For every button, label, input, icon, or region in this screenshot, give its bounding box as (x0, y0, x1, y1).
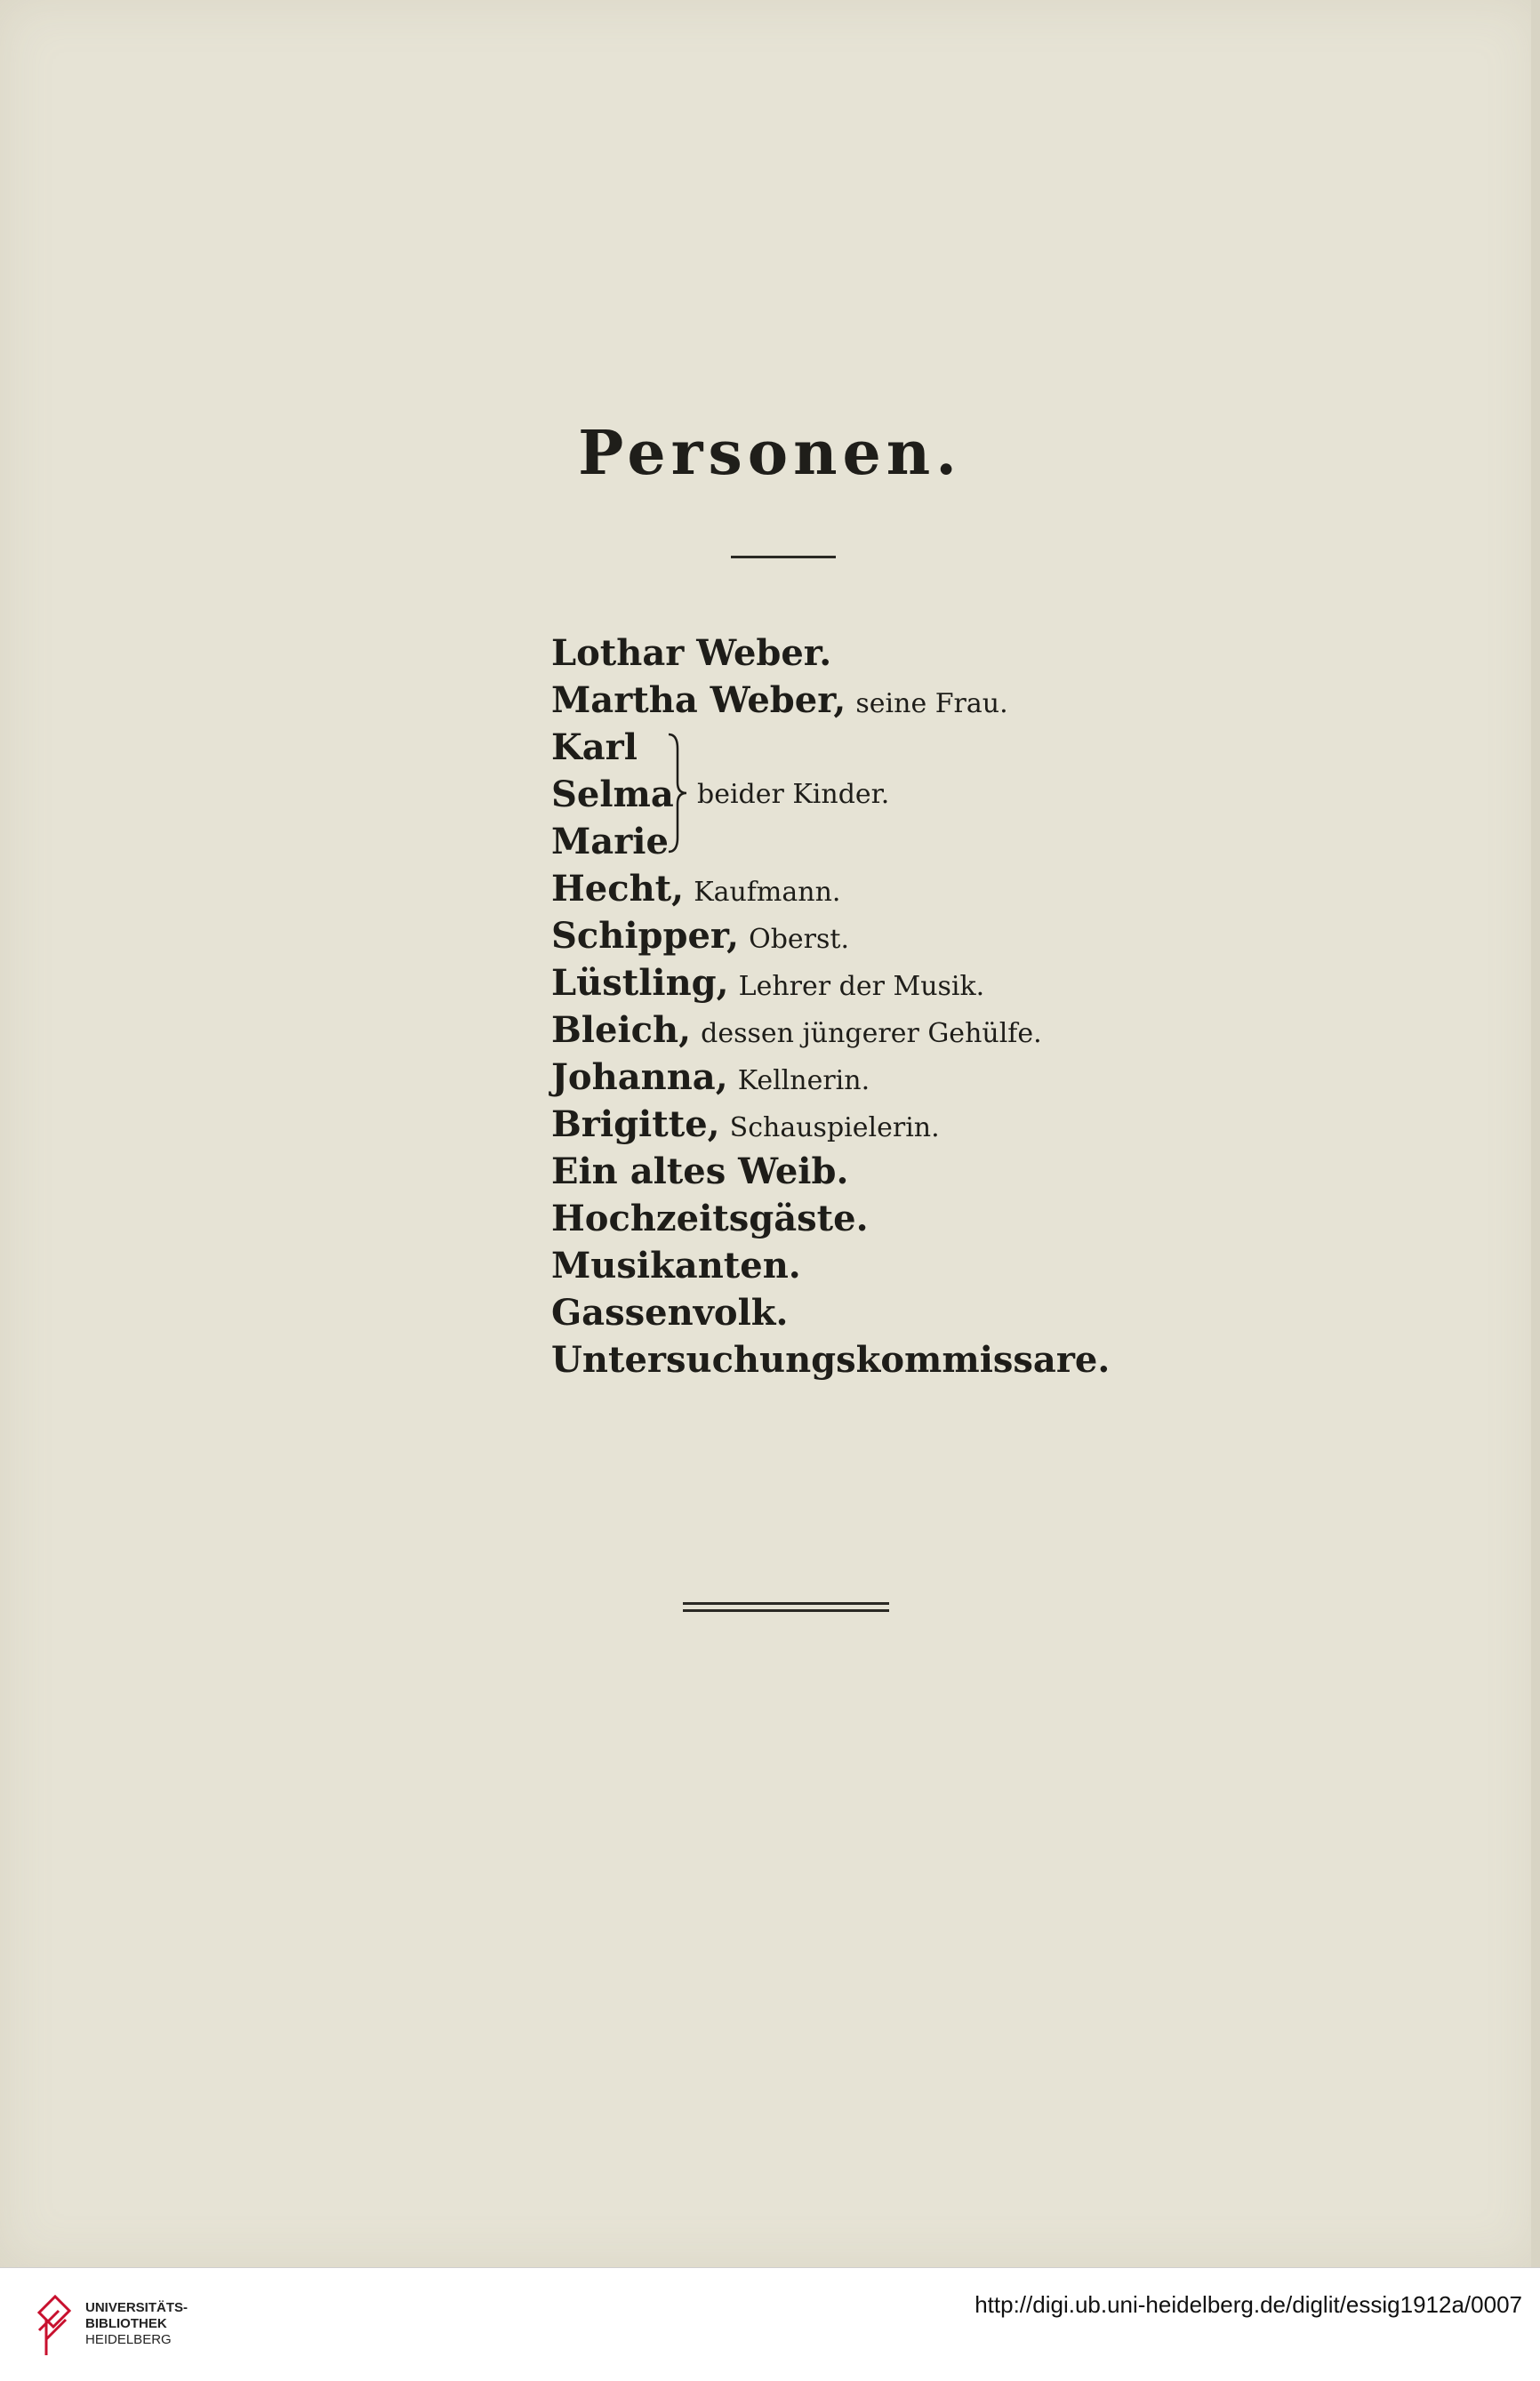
cast-role: Oberst. (749, 924, 849, 955)
cast-role: Kaufmann. (694, 877, 841, 908)
cast-role: seine Frau. (855, 688, 1008, 719)
cast-entry (551, 1289, 1227, 1336)
closing-double-rule (683, 1602, 889, 1615)
cast-role: Kellnerin. (737, 1065, 870, 1096)
library-name-line: UNIVERSITÄTS- (85, 2300, 188, 2315)
library-logo-icon (34, 2286, 75, 2361)
cast-role: Lehrer der Musik. (738, 971, 985, 1002)
library-name (85, 2300, 188, 2348)
rule-line (683, 1609, 889, 1612)
rule-line (683, 1602, 889, 1605)
cast-entry (551, 1148, 1227, 1195)
cast-name: Hochzeitsgäste. (551, 1198, 869, 1239)
cast-name: Gassenvolk. (551, 1292, 789, 1334)
cast-entry (551, 1242, 1227, 1289)
cast-entry (551, 865, 1227, 912)
cast-role: Schauspielerin. (729, 1112, 940, 1143)
cast-name: Selma (551, 774, 674, 815)
cast-name: Johanna, (551, 1056, 728, 1098)
cast-entry (551, 959, 1227, 1006)
cast-name: Marie (551, 821, 669, 862)
library-name-line: BIBLIOTHEK (85, 2316, 167, 2331)
cast-entry (551, 1101, 1227, 1148)
cast-role: dessen jüngerer Gehülfe. (701, 1018, 1042, 1049)
cast-name: Karl (551, 726, 638, 768)
cast-entry (551, 1195, 1227, 1242)
cast-name: Martha Weber, (551, 679, 846, 721)
cast-name: Hecht, (551, 868, 685, 910)
library-name-line: HEIDELBERG (85, 2332, 172, 2347)
cast-entry (551, 677, 1227, 724)
cast-name: Ein altes Weib. (551, 1150, 849, 1192)
cast-entry (551, 1006, 1227, 1054)
cast-name: Lothar Weber. (551, 632, 832, 674)
cast-name: Untersuchungskommissare. (551, 1339, 1111, 1381)
page-title: Personen. (578, 418, 962, 489)
cast-entry (551, 1336, 1227, 1383)
cast-name: Schipper, (551, 915, 739, 957)
cast-entry (551, 771, 676, 818)
children-group-role: beider Kinder. (697, 779, 890, 810)
footer-bar (0, 2267, 1540, 2381)
cast-entry (551, 818, 676, 865)
cast-name: Lüstling, (551, 962, 729, 1004)
page-edge (1531, 0, 1540, 2267)
title-rule (731, 556, 836, 558)
children-group (551, 724, 1227, 865)
cast-name: Brigitte, (551, 1103, 720, 1145)
cast-entry (551, 1054, 1227, 1101)
cast-entry (551, 724, 676, 771)
cast-name: Musikanten. (551, 1245, 801, 1287)
source-url[interactable]: http://digi.ub.uni-heidelberg.de/diglit/essig1912a/0007 (975, 2291, 1522, 2318)
cast-entry (551, 912, 1227, 959)
curly-brace-icon (665, 731, 690, 855)
cast-name: Bleich, (551, 1009, 692, 1051)
cast-list (551, 629, 1227, 1383)
cast-entry (551, 629, 1227, 677)
